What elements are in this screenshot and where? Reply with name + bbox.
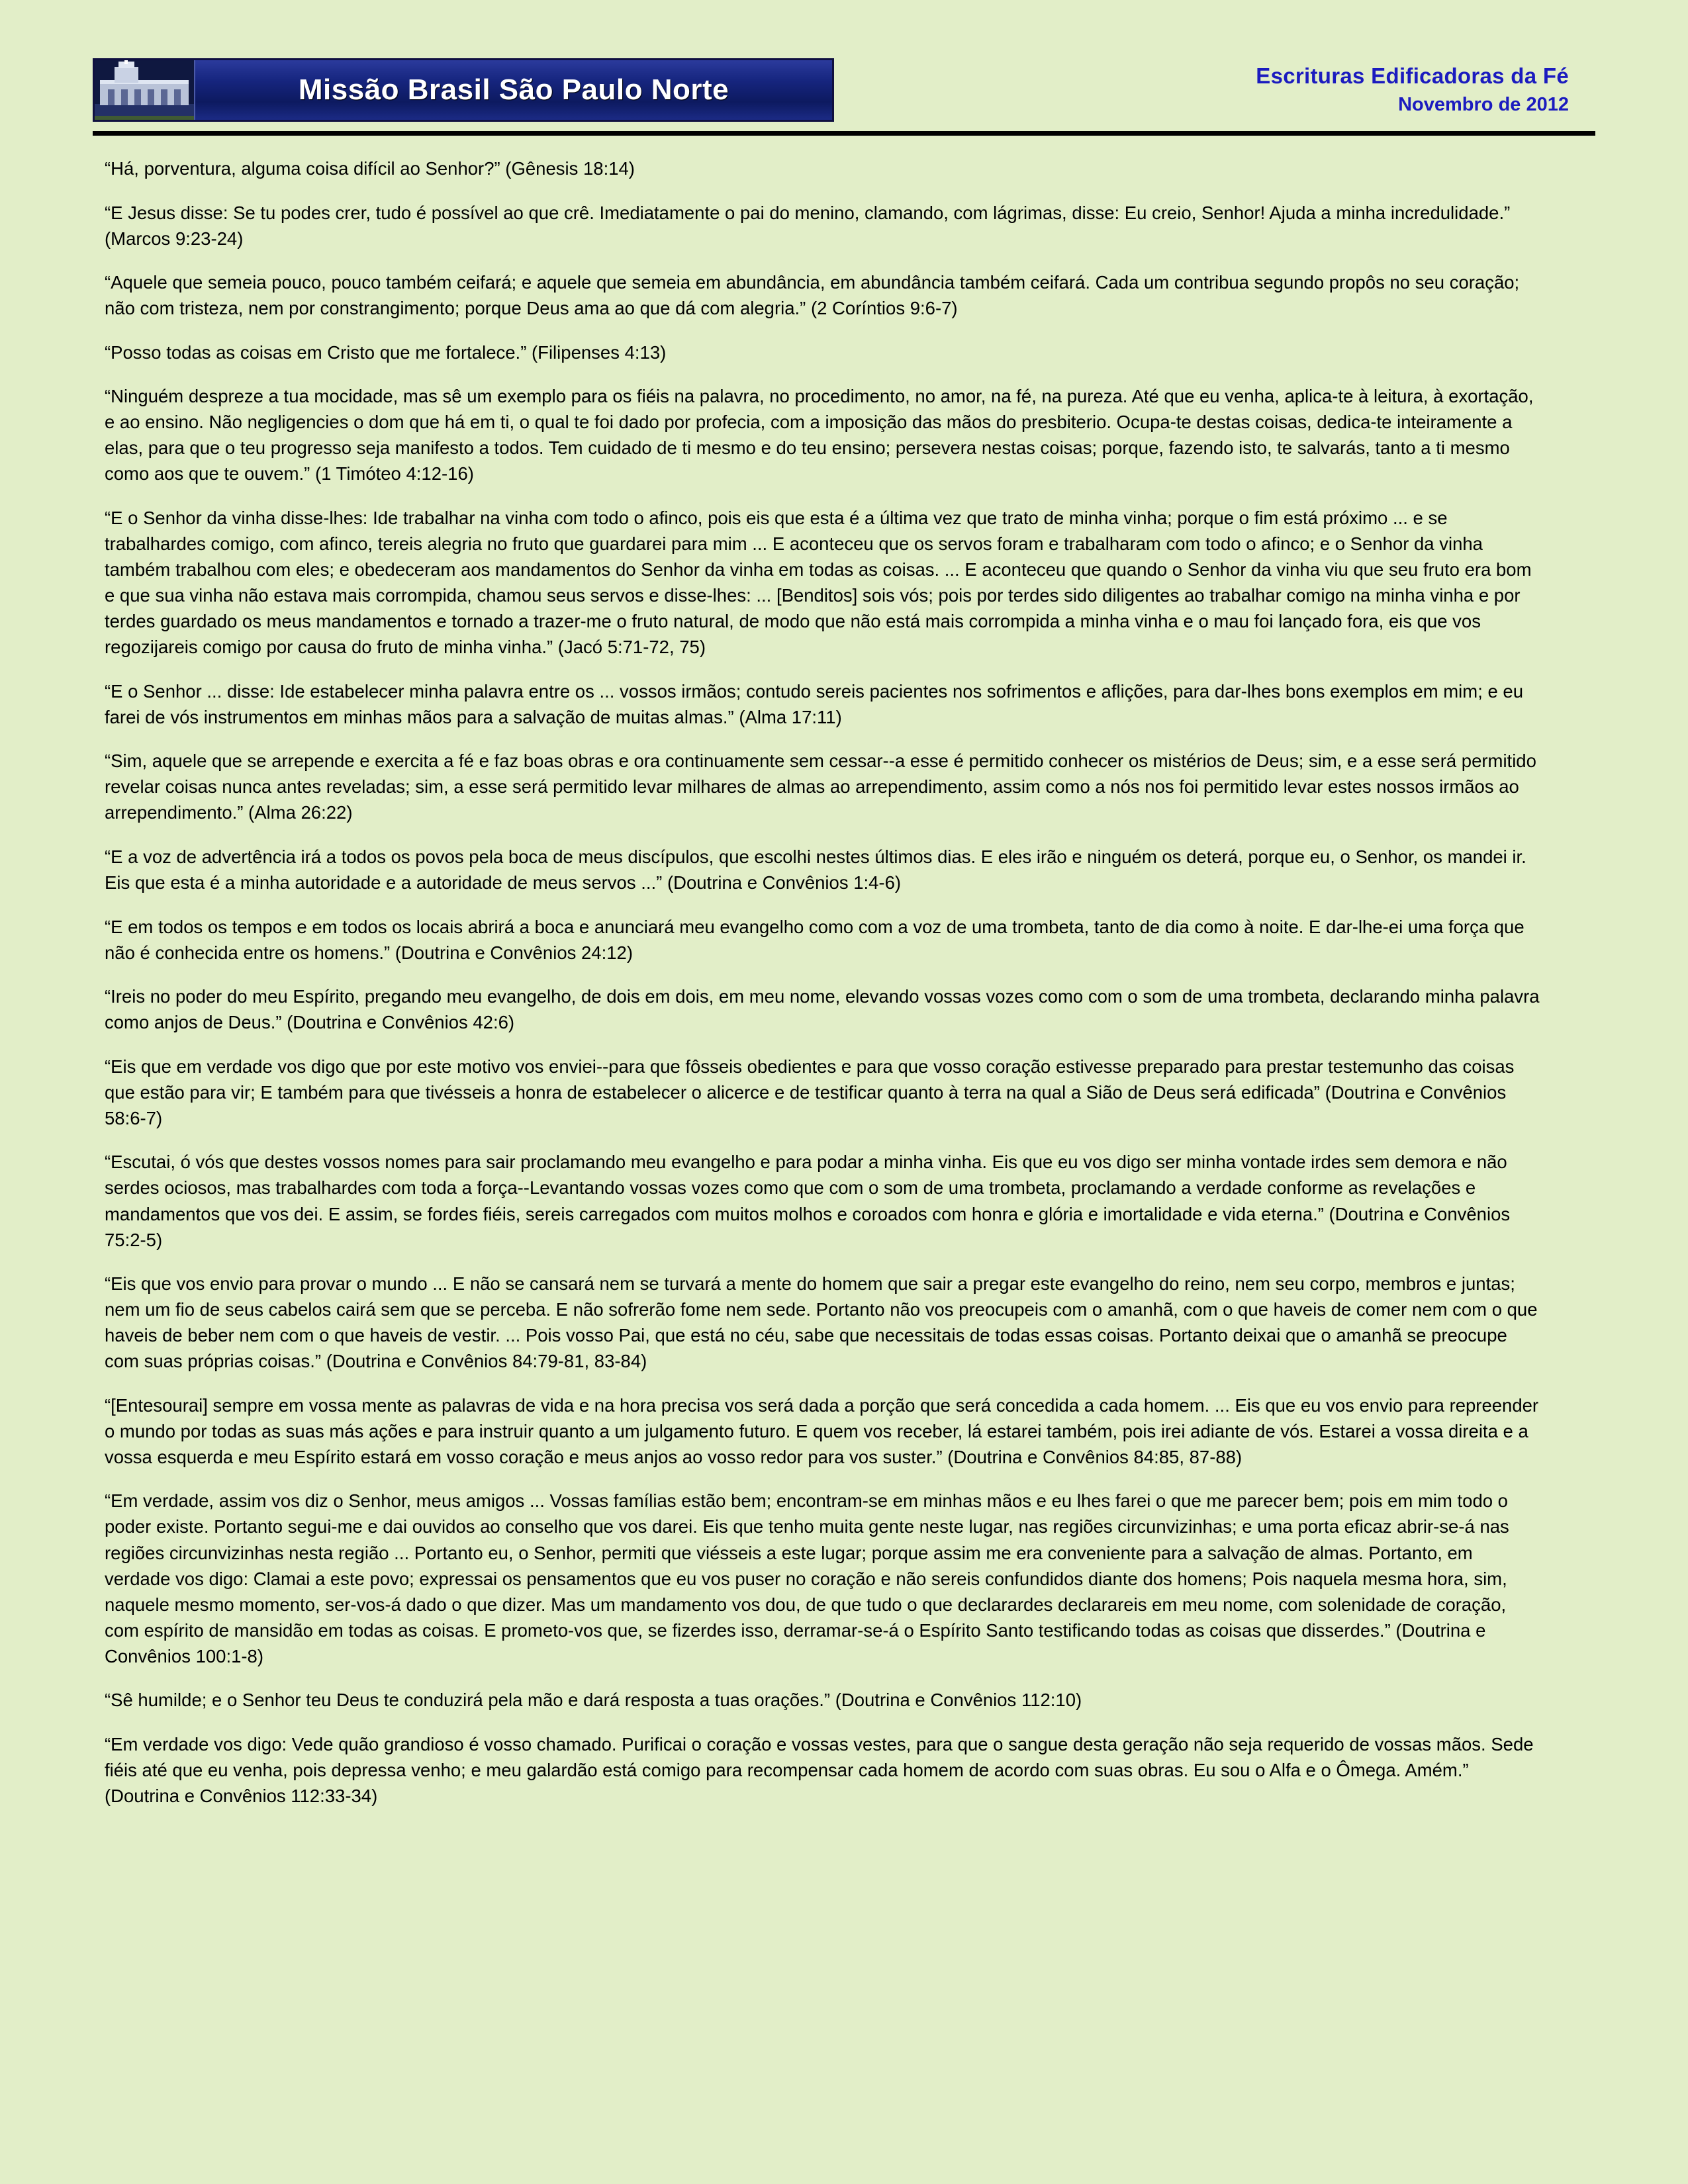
page-header bbox=[93, 58, 1595, 122]
scripture-passage: “Posso todas as coisas em Cristo que me fortalece.” (Filipenses 4:13) bbox=[105, 341, 667, 363]
scripture-passage: “E a voz de advertência irá a todos os povos pela boca de meus discípulos, que escolhi nestes últimos dias. E eles irão e ninguém os deterá, porque eu, o Senhor, os mandei ir. Eis que esta é a minha autoridade e a autoridade de meus servos ...” (Doutrina e Convênios 1:4-6) bbox=[105, 846, 1526, 893]
scripture-passage: “[Entesourai] sempre em vossa mente as palavras de vida e na hora precisa vos será dada a porção que será concedida a cada homem. ... Eis que eu vos envio para repreender o mundo por todas as suas más ações e para instruir quanto a um julgamento futuro. E quem vos receber, lá estarei também, pois irei adiante de vós. Estarei a vossa direita e a vossa esquerda e meu Espírito estará em vosso coração e meus anjos ao vosso redor para vos suster.” (Doutrina e Convênios 84:85, 87-88) bbox=[105, 1394, 1539, 1467]
scripture-passage: “Ninguém despreze a tua mocidade, mas sê um exemplo para os fiéis na palavra, no procedimento, no amor, na fé, na pureza. Até que eu venha, aplica-te à leitura, à exortação, e ao ensino. Não negligencies o dom que há em ti, o qual te foi dado por profecia, com a imposição das mãos do presbiterio. Ocupa-te destas coisas, dedica-te inteiramente a elas, para que o teu progresso seja manifesto a todos. Tem cuidado de ti mesmo e do teu ensino; persevera nestas coisas; porque, fazendo isto, te salvarás, tanto a ti mesmo como aos que te ouvem.” (1 Timóteo 4:12-16) bbox=[105, 386, 1534, 484]
mission-banner bbox=[93, 58, 834, 122]
scripture-passage: “Aquele que semeia pouco, pouco também ceifará; e aquele que semeia em abundância, em abundância também ceifará. Cada um contribua segundo propôs no seu coração; não com tristeza, nem por constrangimento; porque Deus ama ao que dá com alegria.” (2 Coríntios 9:6-7) bbox=[105, 272, 1520, 319]
mission-title: Missão Brasil São Paulo Norte bbox=[298, 73, 729, 106]
newsletter-date: Novembro de 2012 bbox=[1398, 94, 1569, 115]
header-divider bbox=[93, 131, 1595, 136]
scripture-passage: “Em verdade, assim vos diz o Senhor, meus amigos ... Vossas famílias estão bem; encontram-se em minhas mãos e eu lhes farei o que me parecer bem; pois em mim todo o poder existe. Portanto segui-me e dai ouvidos ao conselho que vos darei. Eis que tenho muita gente neste lugar, nas regiões circunvizinhas; e uma porta eficaz abrir-se-á nas regiões circunvizinhas nesta região ... Portanto eu, o Senhor, permiti que viésseis a este lugar; porque assim me era conveniente para a salvação de almas. Portanto, em verdade vos digo: Clamai a este povo; expressai os pensamentos que eu vos puser no coração e não sereis confundidos diante dos homens; Pois naquela mesma hora, sim, naquele mesmo momento, ser-vos-á dado o que dizer. Mas um mandamento vos dou, de que tudo o que declarardes declarareis em meu nome, com solenidade de coração, com espírito de mansidão em todas as coisas. E prometo-vos que, se fizerdes isso, derramar-se-á o Espírito Santo testificando todas as coisas que disserdes.” (Doutrina e Convênios 100:1-8) bbox=[105, 1490, 1509, 1666]
scripture-list bbox=[93, 156, 1595, 1809]
scripture-passage: “Em verdade vos digo: Vede quão grandioso é vosso chamado. Purificai o coração e vossas vestes, para que o sangue desta geração não seja requerido de vossas mãos. Sede fiéis até que eu venha, pois depressa venho; e meu galardão está comigo para recompensar cada homem de acordo com suas obras. Eu sou o Alfa e o Ômega. Amém.” (Doutrina e Convênios 112:33-34) bbox=[105, 1733, 1534, 1806]
scripture-passage: “Há, porventura, alguma coisa difícil ao Senhor?” (Gênesis 18:14) bbox=[105, 158, 635, 179]
newsletter-title: Escrituras Edificadoras da Fé bbox=[1256, 64, 1569, 88]
scripture-passage: “E o Senhor da vinha disse-lhes: Ide trabalhar na vinha com todo o afinco, pois eis que esta é a última vez que trato de minha vinha; porque o fim está próximo ... e se trabalhardes comigo, com afinco, tereis alegria no fruto que guardarei para mim ... E aconteceu que os servos foram e trabalharam com todo o afinco; e o Senhor da vinha também trabalhou com eles; e obedeceram aos mandamentos do Senhor da vinha em todas as coisas. ... E aconteceu que quando o Senhor da vinha viu que seu fruto era bom e que sua vinha não estava mais corrompida, chamou seus servos e disse-lhes: ... [Benditos] sois vós; pois por terdes sido diligentes ao trabalhar comigo na minha vinha e por terdes guardado os meus mandamentos e tornado a trazer-me o fruto natural, de modo que não está mais corrompida a minha vinha e o mau foi lançado fora, eis que vos regozijareis comigo por causa do fruto de minha vinha.” (Jacó 5:71-72, 75) bbox=[105, 507, 1532, 658]
temple-icon bbox=[95, 60, 195, 120]
newsletter-heading bbox=[1256, 58, 1595, 116]
scripture-passage: “E em todos os tempos e em todos os locais abrirá a boca e anunciará meu evangelho como com a voz de uma trombeta, tanto de dia como à noite. E dar-lhe-ei uma força que não é conhecida entre os homens.” (Doutrina e Convênios 24:12) bbox=[105, 916, 1524, 963]
scripture-passage: “Sê humilde; e o Senhor teu Deus te conduzirá pela mão e dará resposta a tuas orações.” (Doutrina e Convênios 112:10) bbox=[105, 1690, 1082, 1711]
scripture-passage: “Ireis no poder do meu Espírito, pregando meu evangelho, de dois em dois, em meu nome, elevando vossas vozes como com o som de uma trombeta, declarando minha palavra como anjos de Deus.” (Doutrina e Convênios 42:6) bbox=[105, 986, 1540, 1033]
scripture-passage: “Eis que vos envio para provar o mundo ... E não se cansará nem se turvará a mente do homem que sair a pregar este evangelho do reino, nem seu corpo, membros e juntas; nem um fio de seus cabelos cairá sem que se perceba. E não sofrerão fome nem sede. Portanto não vos preocupeis com o amanhã, com o que haveis de comer nem com o que haveis de beber nem com o que haveis de vestir. ... Pois vosso Pai, que está no céu, sabe que necessitais de todas essas coisas. Portanto deixai que o amanhã se preocupe com suas próprias coisas.” (Doutrina e Convênios 84:79-81, 83-84) bbox=[105, 1273, 1538, 1372]
scripture-passage: “E o Senhor ... disse: Ide estabelecer minha palavra entre os ... vossos irmãos; contudo sereis pacientes nos sofrimentos e aflições, para dar-lhes bons exemplos em mim; e eu farei de vós instrumentos em minhas mãos para a salvação de muitas almas.” (Alma 17:11) bbox=[105, 680, 1523, 727]
scripture-passage: “Sim, aquele que se arrepende e exercita a fé e faz boas obras e ora continuamente sem cessar--a esse é permitido conhecer os mistérios de Deus; sim, e a esse será permitido revelar coisas nunca antes reveladas; sim, a esse será permitido levar milhares de almas ao arrependimento, assim como a nós nos foi permitido levar estes nossos irmãos ao arrependimento.” (Alma 26:22) bbox=[105, 751, 1536, 823]
scripture-passage: “Eis que em verdade vos digo que por este motivo vos enviei--para que fôsseis obedientes e para que vosso coração estivesse preparado para prestar testemunho das coisas que estão para vir; E também para que tivésseis a honra de estabelecer o alicerce e de testificar quanto à terra na qual a Sião de Deus será edificada” (Doutrina e Convênios 58:6-7) bbox=[105, 1056, 1515, 1128]
scripture-passage: “Escutai, ó vós que destes vossos nomes para sair proclamando meu evangelho e para podar a minha vinha. Eis que eu vos digo ser minha vontade irdes sem demora e não serdes ociosos, mas trabalhardes com toda a força--Levantando vossas vozes como que com o som de uma trombeta, proclamando a verdade conforme as revelações e mandamentos que vos dei. E assim, se fordes fiéis, sereis carregados com muitos molhos e coroados com honra e glória e imortalidade e vida eterna.” (Doutrina e Convênios 75:2-5) bbox=[105, 1152, 1511, 1250]
scripture-passage: “E Jesus disse: Se tu podes crer, tudo é possível ao que crê. Imediatamente o pai do menino, clamando, com lágrimas, disse: Eu creio, Senhor! Ajuda a minha incredulidade.” (Marcos 9:23-24) bbox=[105, 202, 1511, 249]
